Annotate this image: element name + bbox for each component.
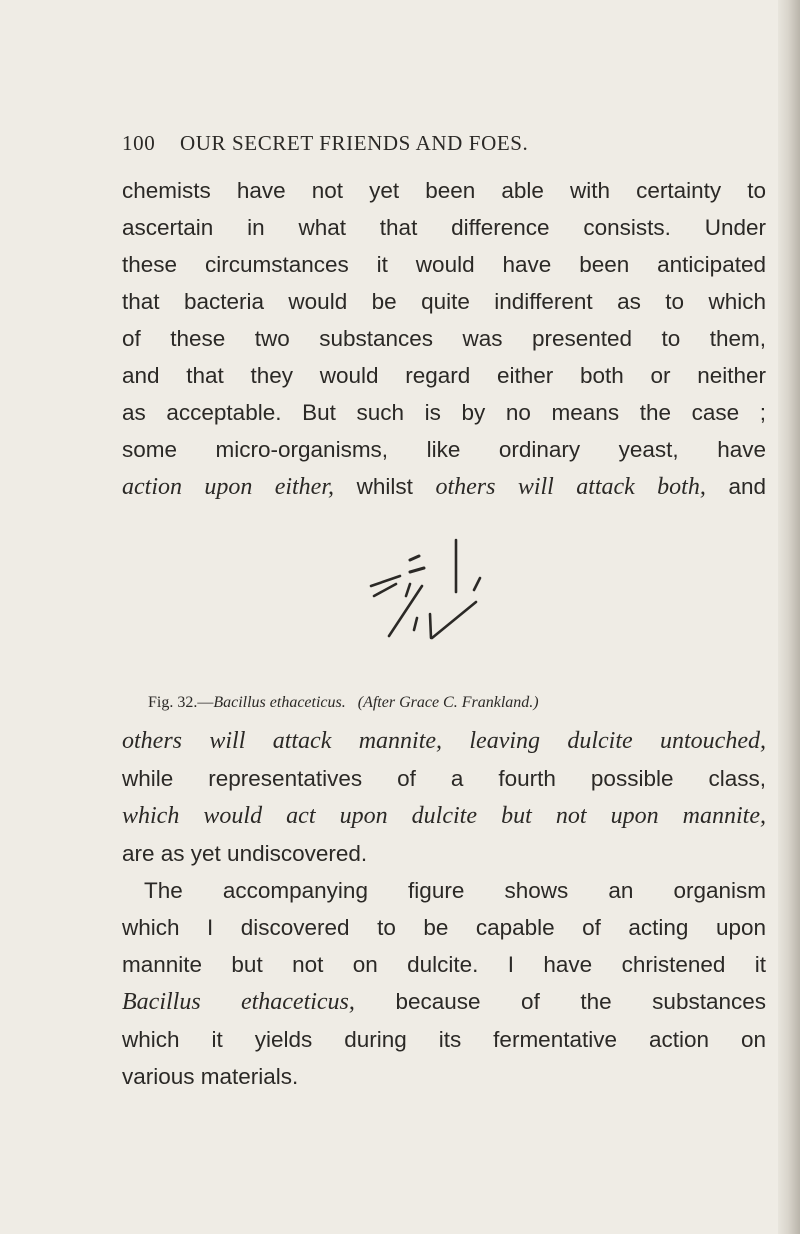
italic-phrase: others will attack mannite, leaving dulcite untouched, [122, 728, 766, 754]
text-line: various materials. [122, 1064, 299, 1089]
text-line: and that they would regard either both or neither [122, 363, 766, 388]
text-line: while representatives of a fourth possible class, [122, 766, 766, 791]
text-line [122, 983, 766, 1021]
rod-cell [474, 578, 480, 590]
text-line: ascertain in what that difference consists. Under [122, 215, 766, 240]
running-title: OUR SECRET FRIENDS AND FOES. [180, 131, 529, 155]
text-line: that bacteria would be quite indifferent as to which [122, 289, 766, 314]
text-run: whilst [334, 474, 436, 499]
bacillus-figure [366, 538, 526, 698]
text-line: these circumstances it would have been anticipated [122, 252, 766, 277]
text-line: The accompanying figure shows an organism [144, 878, 766, 903]
italic-phrase: others will attack both, [435, 474, 706, 500]
text-line: some micro-organisms, like ordinary yeast, have [122, 437, 766, 462]
text-run: because of the substances [354, 989, 767, 1014]
text-run: and [705, 474, 767, 499]
text-line: mannite but not on dulcite. I have christened it [122, 952, 766, 977]
italic-phrase: action upon either, [122, 474, 335, 500]
text-line: chemists have not yet been able with certainty to [122, 178, 766, 203]
running-header [122, 131, 722, 156]
text-line: which it yields during its fermentative action on [122, 1027, 766, 1052]
text-line [122, 722, 766, 760]
figure-caption [148, 694, 748, 712]
rod-cell [406, 584, 410, 596]
rod-cell [432, 602, 476, 638]
italic-phrase: Bacillus ethaceticus, [122, 989, 355, 1015]
text-line: of these two substances was presented to them, [122, 326, 766, 351]
caption-prefix: Fig. 32.— [148, 694, 214, 711]
page-edge [778, 0, 800, 1234]
text-line: which I discovered to be capable of acting upon [122, 915, 766, 940]
rod-cell [410, 568, 424, 572]
caption-species: Bacillus ethaceticus. [213, 694, 346, 711]
rod-cell [430, 614, 431, 638]
rod-cell [414, 618, 417, 630]
page-number: 100 [122, 131, 156, 155]
text-line: are as yet undiscovered. [122, 841, 368, 866]
rod-cell [410, 556, 419, 560]
text-line [122, 797, 766, 835]
paragraph-1 [122, 172, 766, 506]
text-line: as acceptable. But such is by no means the case ; [122, 400, 766, 425]
rod-cell [374, 584, 396, 596]
text-line [122, 468, 766, 506]
italic-phrase: which would act upon dulcite but not upon mannite, [122, 803, 766, 829]
paragraph-2 [122, 722, 766, 1095]
caption-credit: (After Grace C. Frankland.) [357, 694, 539, 711]
